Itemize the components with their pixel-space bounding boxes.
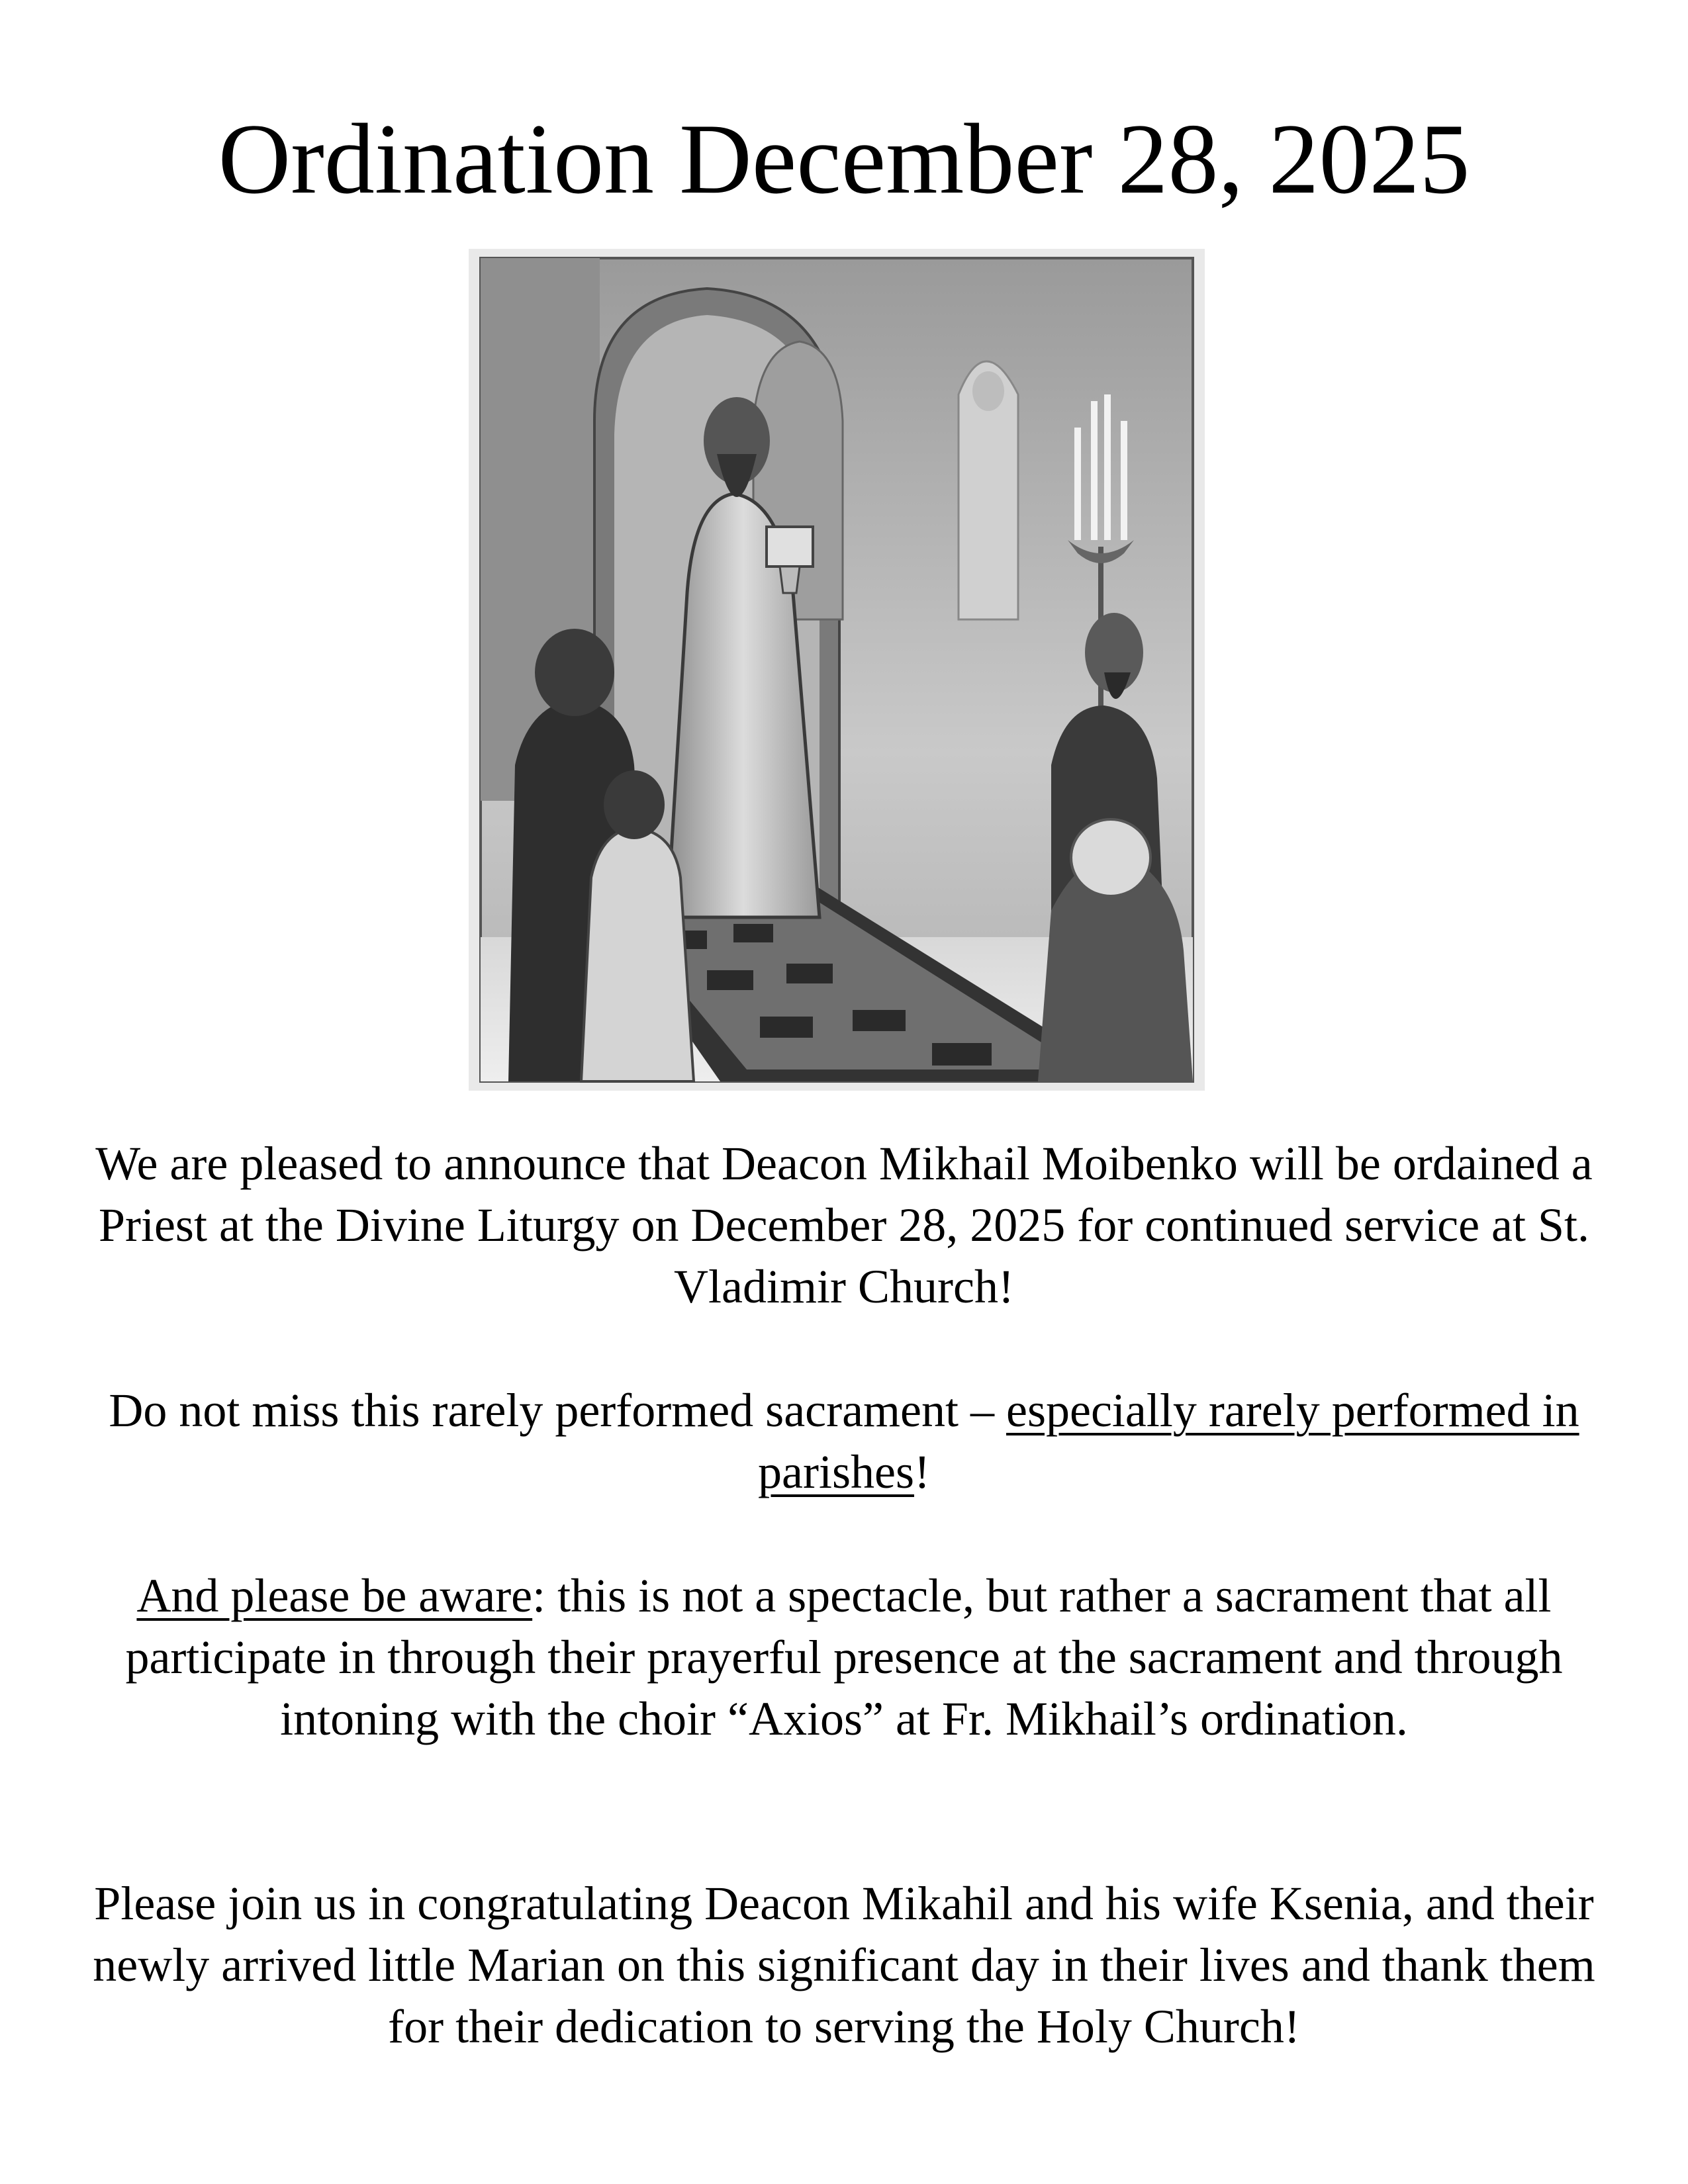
awareness-paragraph <box>79 1565 1609 1750</box>
congratulations-paragraph: Please join us in congratulating Deacon Mikahil and his wife Ksenia, and their newly arrived little Marian on this significant day in their lives and thank them for their dedication to serving the Holy Church! <box>93 1877 1595 2053</box>
rare-underlined-text: especially rarely performed in parishes <box>758 1384 1579 1498</box>
engraving-drawing <box>469 249 1205 1091</box>
announcement-paragraph: We are pleased to announce that Deacon Mikhail Moibenko will be ordained a Priest at the Divine Liturgy on December 28, 2025 for continued service at St. Vladimir Church! <box>95 1137 1593 1313</box>
rare-sacrament-paragraph <box>79 1380 1609 1503</box>
aware-underlined-text: And please be aware <box>136 1569 533 1622</box>
page-title: Ordination December 28, 2025 <box>218 103 1470 214</box>
ordination-engraving-image <box>469 249 1205 1091</box>
rare-suffix-text: ! <box>914 1445 930 1498</box>
aware-rest-text: : this is not a spectacle, but rather a sacrament that all participate in through their prayerful presence at the sacrament and through intoning with the choir “Axios” at Fr. Mikhail’s ordination. <box>125 1569 1563 1745</box>
rare-prefix-text: Do not miss this rarely performed sacrament – <box>109 1384 1007 1437</box>
